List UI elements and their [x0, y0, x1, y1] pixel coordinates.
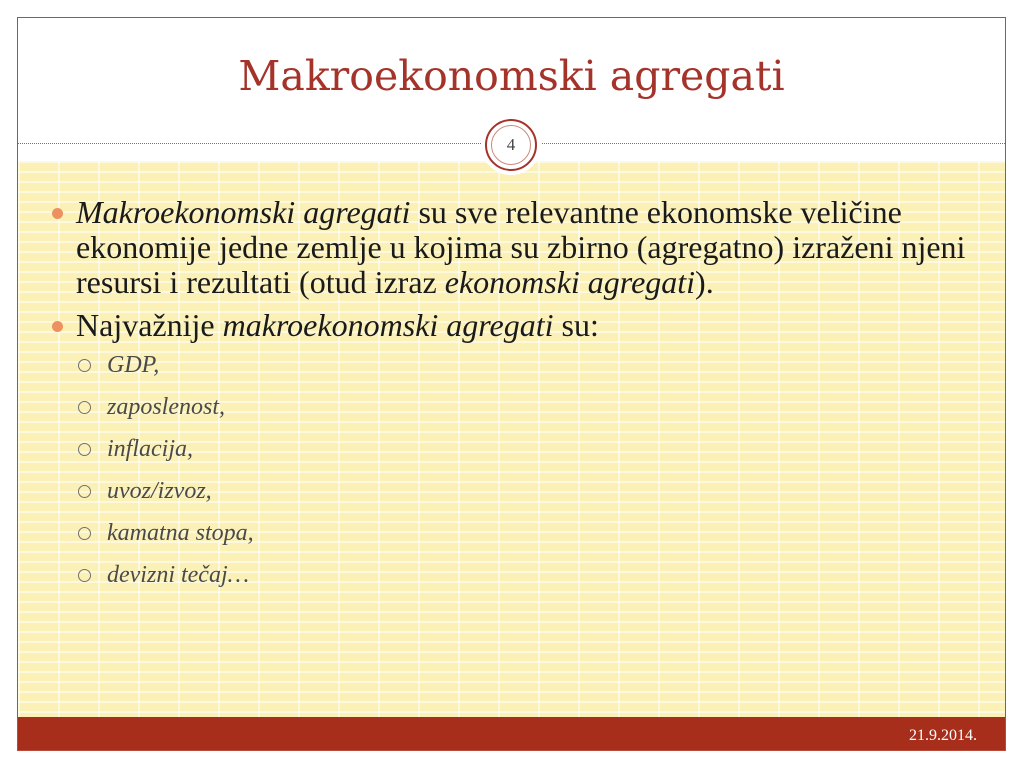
sub-bullet-item — [18, 435, 1005, 477]
footer-date: 21.9.2014. — [909, 727, 977, 744]
sub-bullet-label: zaposlenost, — [107, 394, 226, 420]
bullet-text-segment: Makroekonomski agregati — [76, 194, 411, 230]
hollow-circle-bullet-icon — [78, 359, 91, 372]
slide-title: Makroekonomski agregati — [238, 52, 785, 100]
bullet-text-segment: makroekonomski agregati — [222, 307, 554, 343]
footer-bar — [18, 717, 1005, 751]
sub-bullet-item — [18, 477, 1005, 519]
bullet-dot-icon — [52, 321, 63, 332]
bullet-item-definition — [18, 195, 1005, 300]
hollow-circle-bullet-icon — [78, 569, 91, 582]
sub-bullet-label: inflacija, — [107, 436, 193, 462]
hollow-circle-bullet-icon — [78, 527, 91, 540]
hollow-circle-bullet-icon — [78, 401, 91, 414]
sub-bullet-label: kamatna stopa, — [107, 520, 254, 546]
sub-bullet-label: devizni tečaj… — [107, 562, 249, 588]
sub-bullet-item — [18, 393, 1005, 435]
bullet-list — [18, 195, 1005, 603]
bullet-text-segment: su: — [553, 307, 599, 343]
hollow-circle-bullet-icon — [78, 485, 91, 498]
sub-bullet-label: GDP, — [107, 352, 160, 378]
hollow-circle-bullet-icon — [78, 443, 91, 456]
bullet-text-segment: Najvažnije — [76, 307, 223, 343]
sub-bullet-item — [18, 561, 1005, 603]
bullet-text-segment: ekonomski agregati — [444, 264, 696, 300]
bullet-text-segment: su sve relevantne ekonomske veličine ekonomije jedne zemlje u kojima su zbirno (agregatno) izraženi njeni resursi i rezultati (otud izraz — [76, 194, 966, 300]
bullet-item-list-intro — [18, 308, 1005, 343]
content-area — [18, 161, 1005, 717]
page-number: 4 — [491, 125, 531, 165]
bullet-text-segment: ). — [695, 264, 714, 300]
bullet-dot-icon — [52, 208, 63, 219]
sub-bullet-item — [18, 519, 1005, 561]
page-number-badge — [485, 119, 537, 171]
sub-bullet-item — [18, 351, 1005, 393]
slide — [17, 17, 1006, 751]
sub-bullet-label: uvoz/izvoz, — [107, 478, 212, 504]
